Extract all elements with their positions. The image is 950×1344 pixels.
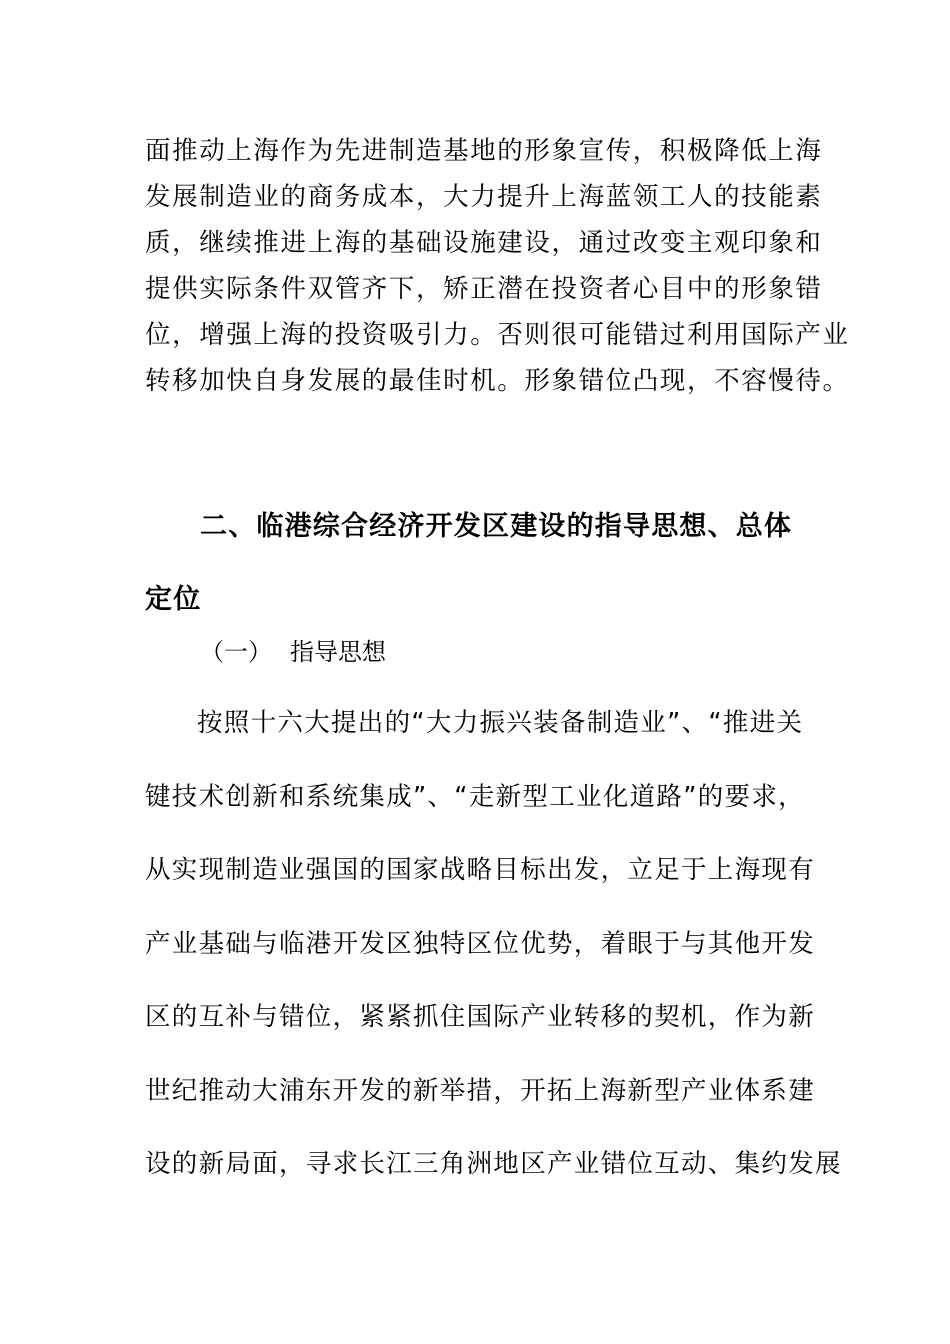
paragraph-line: 产业基础与临港开发区独特区位优势，着眼于与其他开发 (145, 928, 816, 959)
paragraph-line: 位，增强上海的投资吸引力。否则很可能错过利用国际产业 (145, 320, 850, 350)
paragraph-line: 质，继续推进上海的基础设施建设，通过改变主观印象和 (145, 228, 823, 258)
paragraph-line: 从实现制造业强国的国家战略目标出发，立足于上海现有 (145, 855, 816, 885)
paragraph-line: 设的新局面，寻求长江三角洲地区产业错位互动、集约发展 (145, 1149, 842, 1179)
paragraph-image-mismatch (145, 128, 850, 404)
paragraph-line: 世纪推动大浦东开发的新举措，开拓上海新型产业体系建 (145, 1075, 816, 1106)
subsection-title: 指导思想 (290, 638, 386, 666)
paragraph-line: 转移加快自身发展的最佳时机。形象错位凸现，不容慢待。 (145, 366, 850, 396)
subsection-heading (200, 634, 386, 670)
paragraph-line: 区的互补与错位，紧紧抓住国际产业转移的契机，作为新 (145, 1002, 816, 1032)
paragraph-guiding-ideology (145, 687, 842, 1202)
paragraph-line: 面推动上海作为先进制造基地的形象宣传，积极降低上海 (145, 136, 823, 166)
section-heading-line: 二、临港综合经济开发区建设的指导思想、总体 (200, 511, 793, 542)
paragraph-line: 提供实际条件双管齐下，矫正潜在投资者心目中的形象错 (145, 274, 823, 304)
paragraph-line: 发展制造业的商务成本，大力提升上海蓝领工人的技能素 (145, 182, 823, 212)
subsection-number: （一） (200, 638, 272, 666)
paragraph-line: 键技术创新和系统集成”、“走新型工业化道路”的要求， (145, 781, 805, 812)
section-heading (145, 490, 811, 636)
section-heading-line: 定位 (145, 584, 202, 615)
paragraph-line: 按照十六大提出的“大力振兴装备制造业”、“推进关 (197, 708, 804, 738)
